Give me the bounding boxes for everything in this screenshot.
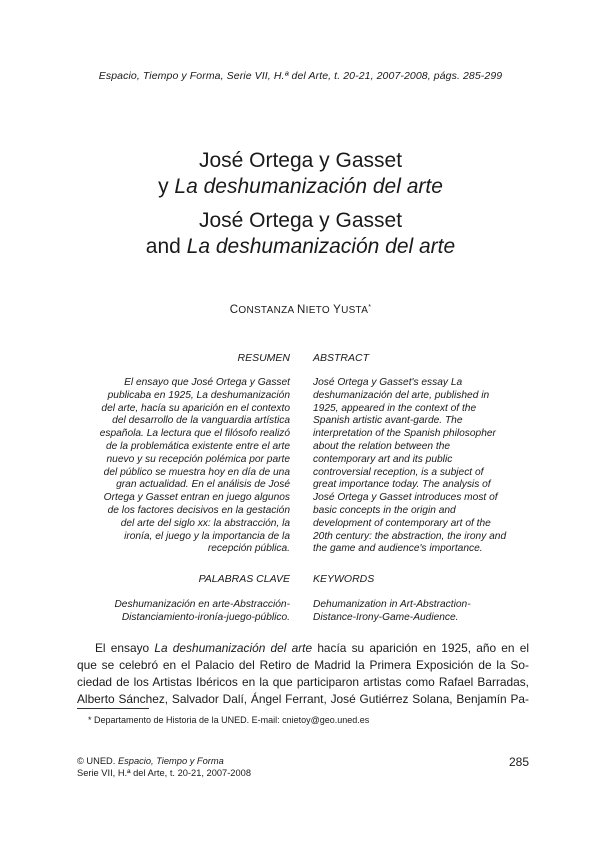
abstract-line: 20th century: the abstraction, the irony and bbox=[313, 530, 507, 542]
footer-journal: Espacio, Tiempo y Forma bbox=[117, 756, 224, 766]
resumen-text bbox=[80, 377, 290, 556]
resumen-line: del arte, hacía su aparición en el contexto bbox=[101, 402, 290, 414]
footnote-rule bbox=[77, 708, 149, 709]
footer-line2: Serie VII, H.ª del Arte, t. 20-21, 2007-2008 bbox=[77, 768, 251, 778]
abstract-heading: ABSTRACT bbox=[313, 352, 370, 364]
body-line: Alberto Sánchez, Salvador Dalí, Ángel Ferrant, José Gutiérrez Solana, Benjamín Pa- bbox=[77, 692, 529, 706]
author-footnote-marker: * bbox=[368, 304, 372, 311]
title-english-line1: José Ortega y Gasset bbox=[198, 209, 403, 232]
footer-line1 bbox=[77, 755, 251, 767]
palabras-clave-heading: PALABRAS CLAVE bbox=[198, 573, 290, 585]
body-line: que se celebró en el Palacio del Retiro de Madrid la Primera Exposición de la So- bbox=[77, 658, 529, 672]
abstract-line: José Ortega y Gasset introduces most of bbox=[313, 492, 498, 504]
body-line1-book: La deshumanización del arte bbox=[154, 641, 313, 655]
resumen-line: Ortega y Gasset entran en juego algunos bbox=[103, 492, 290, 504]
author-name bbox=[0, 304, 601, 316]
body-line bbox=[77, 640, 529, 657]
abstract-line: great importance today. The analysis of bbox=[313, 479, 491, 491]
author-rest-2: IETO bbox=[305, 305, 330, 316]
author-rest-1: ONSTANZA bbox=[238, 305, 294, 316]
title-spanish-book: La deshumanización del arte bbox=[174, 175, 443, 198]
author-initial-1: C bbox=[229, 304, 239, 316]
resumen-line: de la problemática existente entre el arte bbox=[105, 440, 290, 452]
abstract-line: basic concepts in the origin and bbox=[313, 504, 456, 516]
title-spanish-line1: José Ortega y Gasset bbox=[198, 149, 403, 172]
author-initial-2: N bbox=[297, 304, 306, 316]
title-english-line2 bbox=[0, 234, 601, 260]
resumen-line: publicaba en 1925, La deshumanización bbox=[107, 389, 290, 401]
resumen-line: nuevo y su recepción polémica por parte bbox=[106, 453, 290, 465]
running-head: Espacio, Tiempo y Forma, Serie VII, H.ª del Arte, t. 20-21, 2007-2008, págs. 285-299 bbox=[98, 70, 503, 82]
abstract-line: interpretation of the Spanish philosopher bbox=[313, 428, 496, 440]
abstract-line: Spanish artistic avant-garde. The bbox=[313, 415, 463, 427]
author-initial-3: Y bbox=[333, 304, 342, 316]
body-line: ciedad de los Artistas Ibéricos en la que participaron artistas como Rafael Barradas, bbox=[77, 675, 529, 689]
abstract-line: deshumanización del arte, published in bbox=[313, 389, 490, 401]
author-rest-3: USTA bbox=[341, 305, 369, 316]
resumen-heading: RESUMEN bbox=[237, 352, 290, 364]
title-spanish-prefix: y bbox=[158, 175, 175, 198]
body-line1-suffix: hacía su aparición en 1925, año en el bbox=[312, 641, 529, 655]
abstract-line: 1925, appeared in the context of the bbox=[313, 402, 477, 414]
resumen-line: del público se muestra hoy en día de una bbox=[103, 466, 290, 478]
abstract-line: the game and audience's importance. bbox=[313, 543, 483, 555]
palabras-clave-line: Deshumanización en arte-Abstracción- bbox=[114, 599, 290, 610]
resumen-line: de los factores decisivos en la gestación bbox=[107, 504, 290, 516]
abstract-line: development of contemporary art of the bbox=[313, 517, 491, 529]
resumen-line: del desarrollo de la vanguardia artística bbox=[112, 415, 290, 427]
palabras-clave-line: Distanciamiento-ironía-juego-público. bbox=[121, 611, 290, 623]
resumen-line: El ensayo que José Ortega y Gasset bbox=[124, 377, 290, 388]
title-english-book: La deshumanización del arte bbox=[186, 235, 456, 258]
keywords-text bbox=[313, 599, 531, 625]
footer-citation bbox=[77, 755, 251, 779]
resumen-line: del arte del siglo xx: la abstracción, la bbox=[120, 517, 290, 529]
palabras-clave-text bbox=[80, 599, 290, 625]
abstract-text bbox=[313, 377, 531, 556]
keywords-heading: KEYWORDS bbox=[313, 573, 375, 585]
title-english-prefix: and bbox=[145, 235, 187, 258]
body-paragraph bbox=[77, 640, 529, 708]
resumen-line: gran actualidad. En el análisis de José bbox=[116, 479, 290, 491]
abstract-line: José Ortega y Gasset's essay La bbox=[313, 377, 463, 388]
footer-copyright: © UNED. bbox=[77, 756, 118, 766]
title-spanish-line2 bbox=[0, 174, 601, 200]
keywords-line: Dehumanization in Art-Abstraction- bbox=[313, 599, 471, 610]
abstract-line: contemporary art and its public bbox=[313, 453, 453, 465]
resumen-line: ironía, el juego y la importancia de la bbox=[124, 530, 290, 542]
footnote: * Departamento de Historia de la UNED. E-mail: cnietoy@geo.uned.es bbox=[88, 715, 370, 725]
keywords-line: Distance-Irony-Game-Audience. bbox=[313, 611, 459, 623]
abstract-line: controversial reception, is a subject of bbox=[313, 466, 484, 478]
page-number: 285 bbox=[508, 755, 529, 769]
abstract-line: about the relation between the bbox=[313, 440, 451, 452]
resumen-line: recepción pública. bbox=[207, 543, 290, 555]
body-line1-prefix: El ensayo bbox=[95, 641, 155, 655]
resumen-line: española. La lectura que el filósofo realizó bbox=[99, 428, 290, 440]
